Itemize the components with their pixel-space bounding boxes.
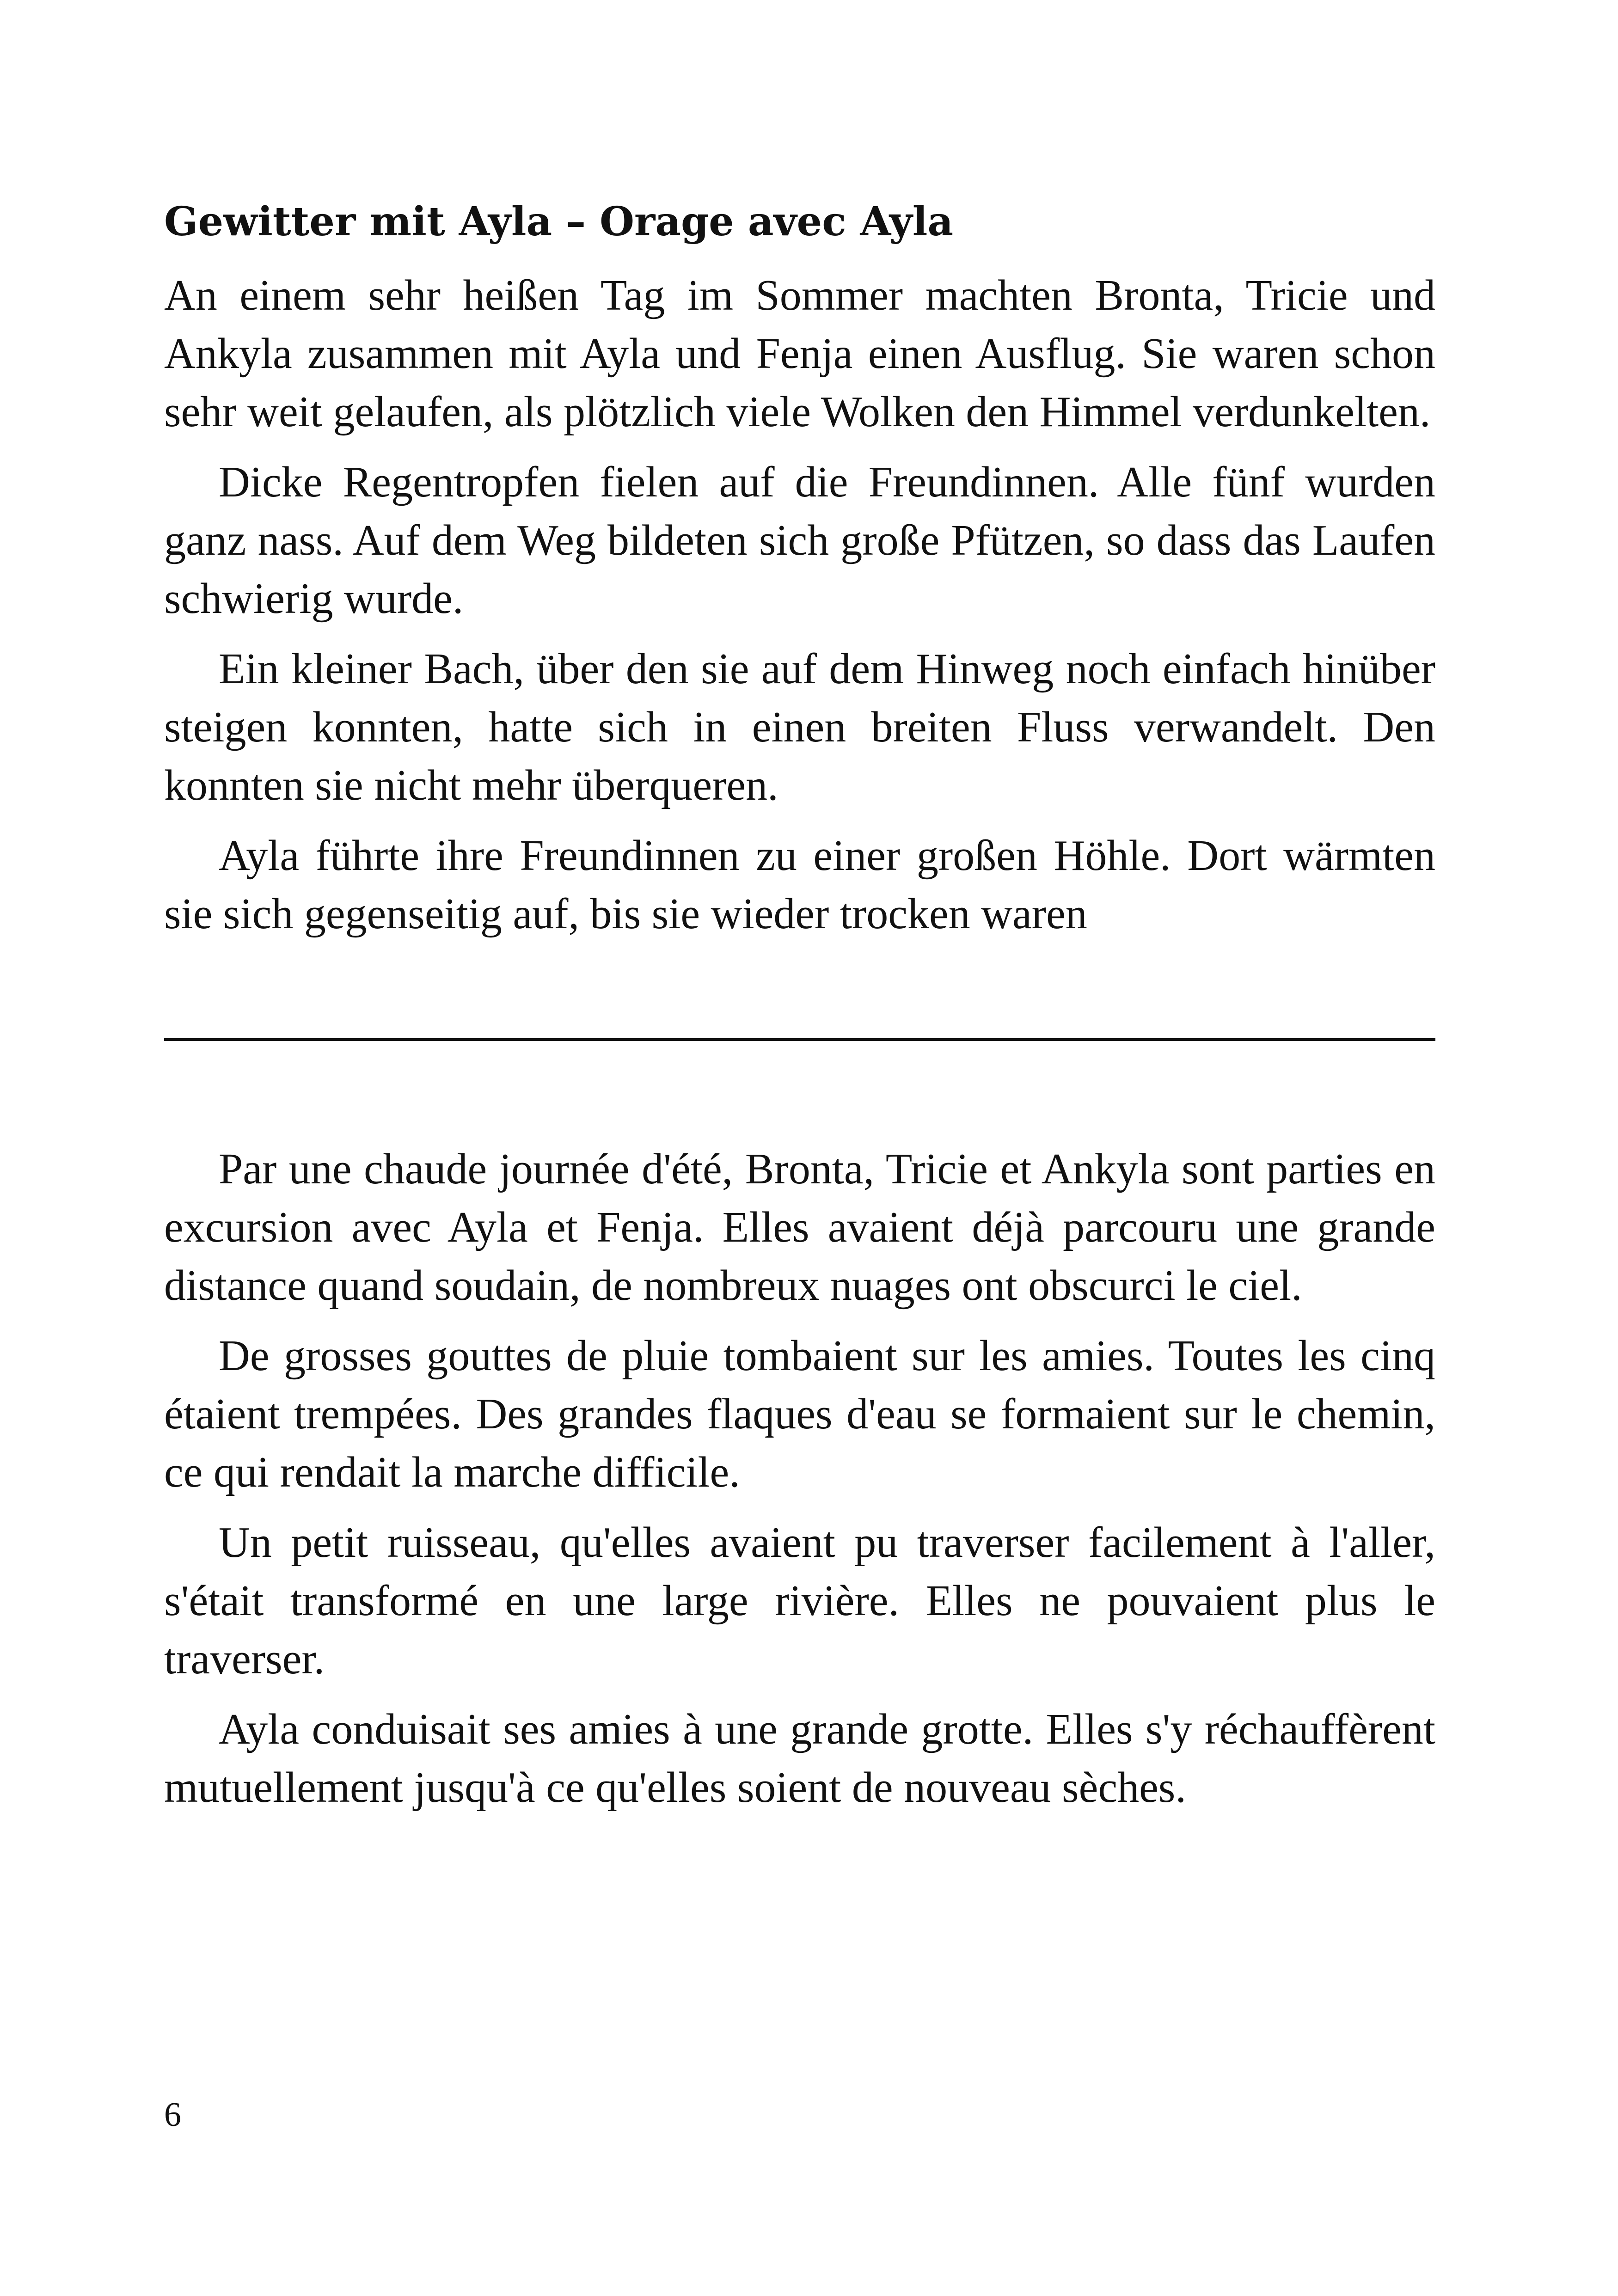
german-text [164, 266, 1435, 943]
german-paragraph-4: Ayla führte ihre Freundinnen zu einer großen Höhle. Dort wärmten sie sich gegenseitig auf, bis sie wieder trocken waren [164, 832, 1435, 938]
french-paragraph-2: De grosses gouttes de pluie tombaient sur les amies. Toutes les cinq étaient trempées. Des grandes flaques d'eau se formaient sur le chemin, ce qui rendait la marche difficile. [164, 1332, 1435, 1496]
french-paragraph-1: Par une chaude journée d'été, Bronta, Tricie et Ankyla sont parties en excursion avec Ayla et Fenja. Elles avaient déjà parcouru une grande distance quand soudain, de nombreux nuages ont obscurci le ciel. [164, 1145, 1435, 1310]
story-title: Gewitter mit Ayla – Orage avec Ayla [164, 198, 954, 245]
german-paragraph-1: An einem sehr heißen Tag im Sommer machten Bronta, Tricie und Ankyla zusammen mit Ayla und Fenja einen Ausflug. Sie waren schon sehr weit gelaufen, als plötzlich viele Wolken den Himmel verdunkelten. [164, 271, 1435, 436]
german-paragraph-2: Dicke Regentropfen fielen auf die Freundinnen. Alle fünf wurden ganz nass. Auf dem Weg bildeten sich große Pfützen, so dass das Laufen schwierig wurde. [164, 458, 1435, 623]
page-content [164, 194, 1435, 1817]
page-number: 6 [164, 2096, 181, 2134]
german-paragraph-3: Ein kleiner Bach, über den sie auf dem Hinweg noch einfach hinüber steigen konnten, hatte sich in einen breiten Fluss verwandelt. Den konnten sie nicht mehr überqueren. [164, 645, 1435, 809]
french-text [164, 1140, 1435, 1817]
section-divider [164, 1038, 1435, 1041]
french-paragraph-4: Ayla conduisait ses amies à une grande grotte. Elles s'y réchauffèrent mutuellement jusqu'à ce qu'elles soient de nouveau sèches. [164, 1705, 1435, 1812]
french-paragraph-3: Un petit ruisseau, qu'elles avaient pu traverser facilement à l'aller, s'était transformé en une large rivière. Elles ne pouvaient plus le traverser. [164, 1518, 1435, 1683]
